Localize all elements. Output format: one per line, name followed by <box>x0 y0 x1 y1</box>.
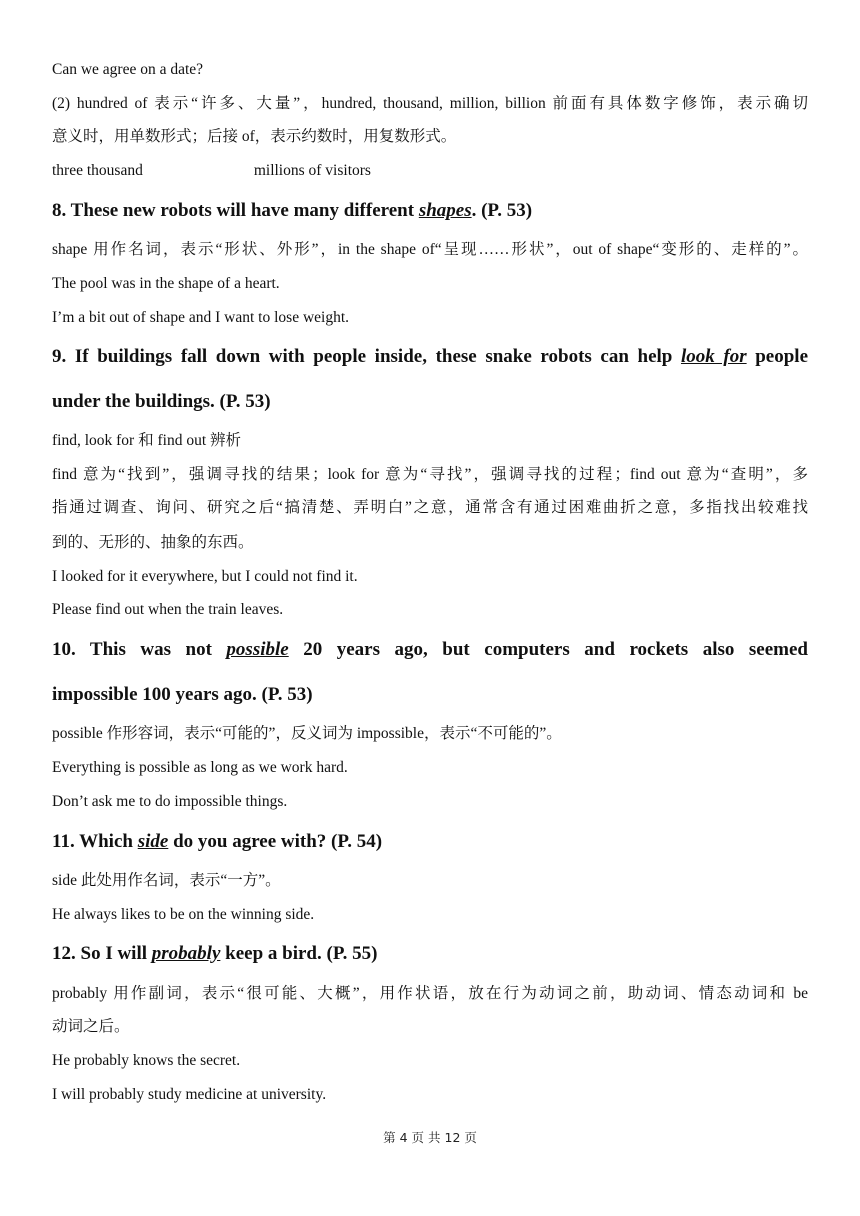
heading-continuation: impossible 100 years ago. (P. 53) <box>52 684 313 705</box>
text-line: side 此处用作名词，表示“一方”。 <box>52 872 281 889</box>
footer-text: 页 共 <box>411 1130 441 1145</box>
example-line <box>52 161 808 181</box>
heading-text: 10. This was not <box>52 639 227 660</box>
heading-text: 9. If buildings fall down with people inside, these snake robots can help <box>52 346 681 367</box>
text-line: 意义时，用单数形式；后接 of，表示约数时，用复数形式。 <box>52 128 457 145</box>
text-line: The pool was in the shape of a heart. <box>52 275 280 292</box>
keyword: possible <box>226 639 289 660</box>
text-line: Don’t ask me to do impossible things. <box>52 793 288 810</box>
heading-text: 8. These new robots will have many different <box>52 200 419 221</box>
text-line: Please find out when the train leaves. <box>52 601 284 618</box>
keyword: probably <box>151 943 221 964</box>
text-line: probably 用作副词，表示“很可能、大概”，用作状语，放在行为动词之前，助动词、情态动词和 be <box>52 985 808 1002</box>
example-text: millions of visitors <box>253 162 371 179</box>
text-line: He probably knows the secret. <box>52 1052 241 1069</box>
text-line: find, look for 和 find out 辨析 <box>52 432 241 449</box>
text-line: 指通过调查、询问、研究之后“搞清楚、弄明白”之意，通常含有通过困难曲折之意，多指找出较难找 <box>52 499 808 516</box>
heading-text: people <box>746 346 809 367</box>
text-line: Everything is possible as long as we work hard. <box>52 759 348 776</box>
heading-item-11 <box>52 830 808 854</box>
text-line: 动词之后。 <box>52 1018 130 1035</box>
keyword: shapes <box>418 200 472 221</box>
keyword: look for <box>680 346 747 367</box>
footer-text: 页 <box>464 1130 477 1145</box>
heading-text: keep a bird. (P. 55) <box>220 943 378 964</box>
heading-item-9 <box>52 345 808 369</box>
page-footer <box>0 1128 860 1146</box>
heading-text: do you agree with? (P. 54) <box>168 831 383 852</box>
text-line: possible 作形容词，表示“可能的”，反义词为 impossible，表示“不可能的”。 <box>52 725 562 742</box>
heading-text: . (P. 53) <box>471 200 533 221</box>
heading-item-10 <box>52 638 808 662</box>
text-line: (2) hundred of 表示“许多、大量”，hundred, thousand, million, billion 前面有具体数字修饰，表示确切 <box>52 95 808 112</box>
text-line: find 意为“找到”，强调寻找的结果；look for 意为“寻找”，强调寻找的过程；find out 意为“查明”，多 <box>52 466 808 483</box>
text-line: shape 用作名词，表示“形状、外形”，in the shape of“呈现……形状”，out of shape“变形的、走样的”。 <box>52 241 808 258</box>
keyword: side <box>137 831 169 852</box>
heading-text: 20 years ago, but computers and rockets also seemed <box>288 639 808 660</box>
text-line: He always likes to be on the winning side. <box>52 906 315 923</box>
heading-item-8 <box>52 199 808 223</box>
heading-item-12 <box>52 942 808 966</box>
heading-continuation: under the buildings. (P. 53) <box>52 391 271 412</box>
heading-text: 11. Which <box>52 831 138 852</box>
total-pages: 12 <box>444 1130 461 1145</box>
page-number: 4 <box>399 1130 408 1145</box>
text-line: I looked for it everywhere, but I could not find it. <box>52 568 358 585</box>
example-text: three thousand <box>52 162 143 179</box>
footer-text: 第 <box>383 1130 396 1145</box>
text-line: I’m a bit out of shape and I want to lose weight. <box>52 309 350 326</box>
text-line: Can we agree on a date? <box>52 61 204 78</box>
text-line: 到的、无形的、抽象的东西。 <box>52 534 254 551</box>
text-line: I will probably study medicine at university. <box>52 1086 327 1103</box>
heading-text: 12. So I will <box>52 943 152 964</box>
